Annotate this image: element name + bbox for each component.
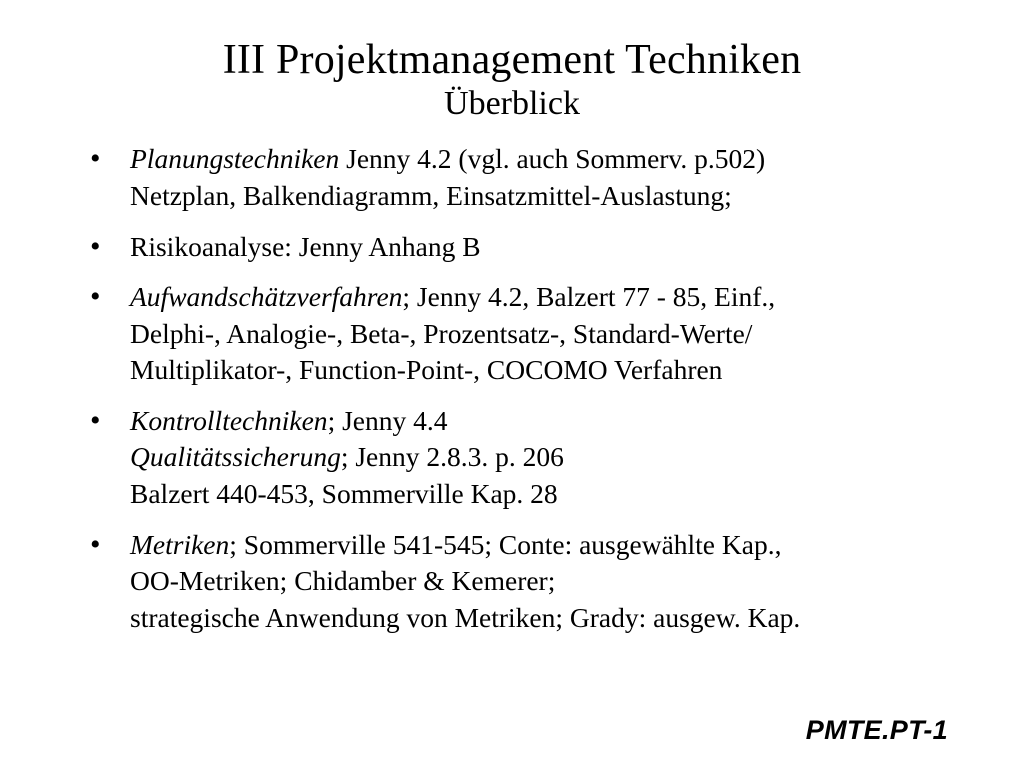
bullet-marker-icon: • — [90, 280, 101, 314]
list-item-text: Jenny 4.2 (vgl. auch Sommerv. p.502) — [339, 143, 766, 175]
list-item-lead: Planungstechniken — [130, 143, 340, 175]
list-item-line — [130, 527, 966, 564]
list-item — [84, 229, 966, 266]
list-item-line: Balzert 440-453, Sommerville Kap. 28 — [130, 477, 558, 509]
bullet-marker-icon: • — [90, 229, 101, 263]
list-item-lead: Metriken — [130, 528, 230, 560]
list-item — [84, 403, 966, 513]
list-item-line: Risikoanalyse: Jenny Anhang B — [130, 230, 481, 262]
list-item-line — [130, 279, 966, 316]
title-block — [0, 0, 1024, 123]
slide-footer: PMTE.PT-1 — [805, 715, 948, 745]
list-item-line — [130, 403, 966, 440]
list-item-line: Netzplan, Balkendiagramm, Einsatzmittel-Auslastung; — [130, 180, 732, 211]
list-item — [84, 527, 966, 637]
list-item-line: strategische Anwendung von Metriken; Grady: ausgew. Kap. — [130, 601, 801, 633]
list-item-text: ; Jenny 4.2, Balzert 77 - 85, Einf., — [402, 281, 776, 313]
bullet-list — [0, 141, 1024, 636]
bullet-marker-icon: • — [90, 142, 101, 176]
list-item-lead: Kontrolltechniken — [130, 404, 328, 436]
list-item-text: ; Jenny 2.8.3. p. 206 — [340, 441, 564, 473]
list-item — [84, 141, 966, 214]
list-item-line — [130, 141, 966, 178]
list-item-line: Delphi-, Analogie-, Beta-, Prozentsatz-, Standard-Werte/ — [130, 317, 753, 349]
list-item-line: Multiplikator-, Function-Point-, COCOMO Verfahren — [130, 354, 723, 386]
list-item-text: ; Jenny 4.4 — [327, 404, 448, 436]
list-item-lead: Aufwandschätzverfahren — [130, 281, 403, 313]
list-item-line — [130, 439, 966, 476]
list-item-text: ; Sommerville 541-545; Conte: ausgewählte Kap., — [229, 528, 782, 560]
bullet-marker-icon: • — [90, 527, 101, 561]
bullet-marker-icon: • — [90, 403, 101, 437]
list-item — [84, 279, 966, 389]
list-item-line: OO-Metriken; Chidamber & Kemerer; — [130, 565, 556, 597]
list-item-lead-2: Qualitätssicherung — [130, 441, 341, 473]
page-title: III Projektmanagement Techniken — [222, 37, 802, 83]
page-subtitle: Überblick — [444, 85, 580, 123]
